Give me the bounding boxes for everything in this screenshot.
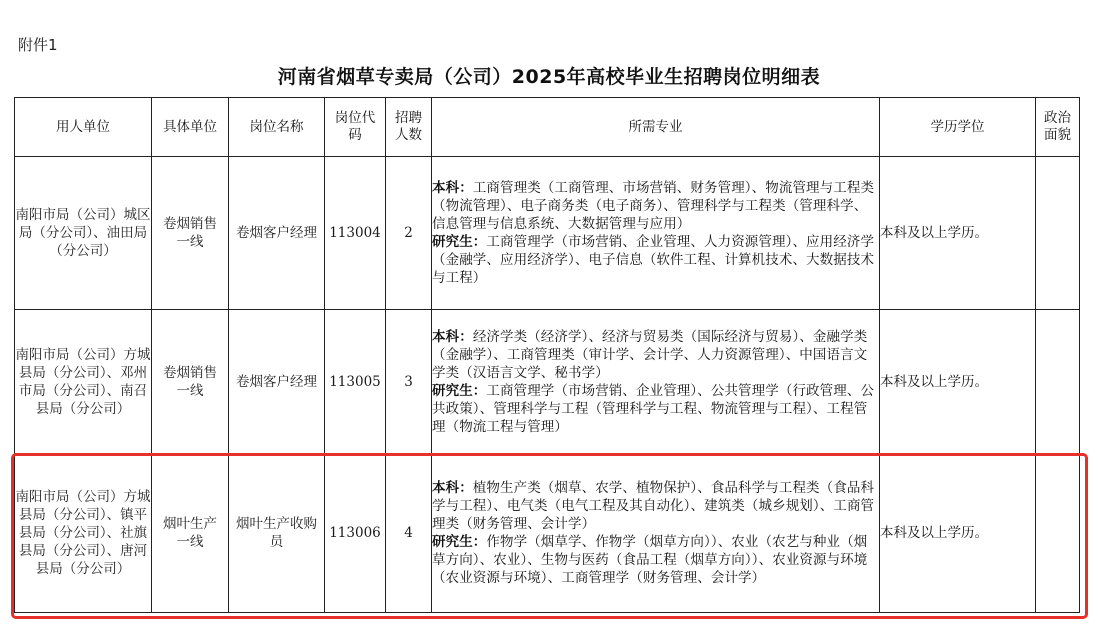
major-cell [432,454,880,613]
header-major: 所需专业 [432,98,880,157]
header-row [15,98,1080,157]
position-cell: 烟叶生产收购员 [229,454,325,613]
employer-cell: 南阳市局（公司）城区局（分公司）、油田局（分公司） [15,157,152,310]
header-code: 岗位代码 [325,98,386,157]
political-cell [1036,157,1080,310]
undergrad-label: 本科： [432,328,473,345]
count-cell: 4 [386,454,432,613]
code-cell: 113006 [325,454,386,613]
grad-majors: 工商管理学（市场营销、企业管理、人力资源管理）、应用经济学（金融学、应用经济学）、电子信息（软件工程、计算机技术、大数据技术与工程） [432,234,875,286]
undergrad-majors: 工商管理类（工商管理、市场营销、财务管理）、物流管理与工程类（物流管理）、电子商务类（电子商务）、管理科学与工程类（管理科学、信息管理与信息系统、大数据管理与应用） [432,180,875,232]
undergrad-majors: 植物生产类（烟草、农学、植物保护）、食品科学与工程类（食品科学与工程）、电气类（电气工程及其自动化）、建筑类（城乡规划）、工商管理类（财务管理、会计学） [432,480,875,532]
grad-majors: 作物学（烟草学、作物学（烟草方向））、农业（农艺与种业（烟草方向）、农业）、生物与医药（食品工程（烟草方向））、农业资源与环境（农业资源与环境）、工商管理学（财务管理、会计学） [432,534,868,586]
undergrad-majors: 经济学类（经济学）、经济与贸易类（国际经济与贸易）、金融学类（金融学）、工商管理类（审计学、会计学、人力资源管理）、中国语言文学类（汉语言文学、秘书学） [432,328,868,381]
header-unit: 具体单位 [152,98,229,157]
grad-label: 研究生： [432,234,487,250]
position-cell: 卷烟客户经理 [229,310,325,454]
count-cell: 3 [386,310,432,454]
major-cell [432,157,880,310]
header-position: 岗位名称 [229,98,325,157]
degree-cell: 本科及以上学历。 [880,454,1036,613]
political-cell [1036,310,1080,454]
employer-cell: 南阳市局（公司）方城县局（分公司）、邓州市局（分公司）、南召县局（分公司） [15,310,152,454]
header-employer: 用人单位 [15,98,152,157]
grad-majors: 工商管理学（市场营销、企业管理）、公共管理学（行政管理、公共政策）、管理科学与工程（管理科学与工程、物流管理与工程）、工程管理（物流工程与管理） [432,382,875,435]
page-title: 河南省烟草专卖局（公司）2025年高校毕业生招聘岗位明细表 [277,66,821,88]
attachment-label: 附件1 [18,36,58,54]
grad-label: 研究生： [432,382,487,399]
unit-cell: 烟叶生产一线 [152,454,229,613]
position-cell: 卷烟客户经理 [229,157,325,310]
unit-cell: 卷烟销售一线 [152,310,229,454]
table-row [15,310,1080,454]
degree-cell: 本科及以上学历。 [880,310,1036,454]
recruitment-table [14,97,1080,613]
grad-label: 研究生： [432,534,487,550]
code-cell: 113004 [325,157,386,310]
code-cell: 113005 [325,310,386,454]
header-political: 政治面貌 [1036,98,1080,157]
header-degree: 学历学位 [880,98,1036,157]
header-count: 招聘人数 [386,98,432,157]
count-cell: 2 [386,157,432,310]
unit-cell: 卷烟销售一线 [152,157,229,310]
table-row [15,157,1080,310]
table-row [15,454,1080,613]
employer-cell: 南阳市局（公司）方城县局（分公司）、镇平县局（分公司）、社旗县局（分公司）、唐河县局（分公司） [15,454,152,613]
political-cell [1036,454,1080,613]
undergrad-label: 本科： [432,480,473,496]
major-cell [432,310,880,454]
degree-cell: 本科及以上学历。 [880,157,1036,310]
undergrad-label: 本科： [432,180,473,196]
